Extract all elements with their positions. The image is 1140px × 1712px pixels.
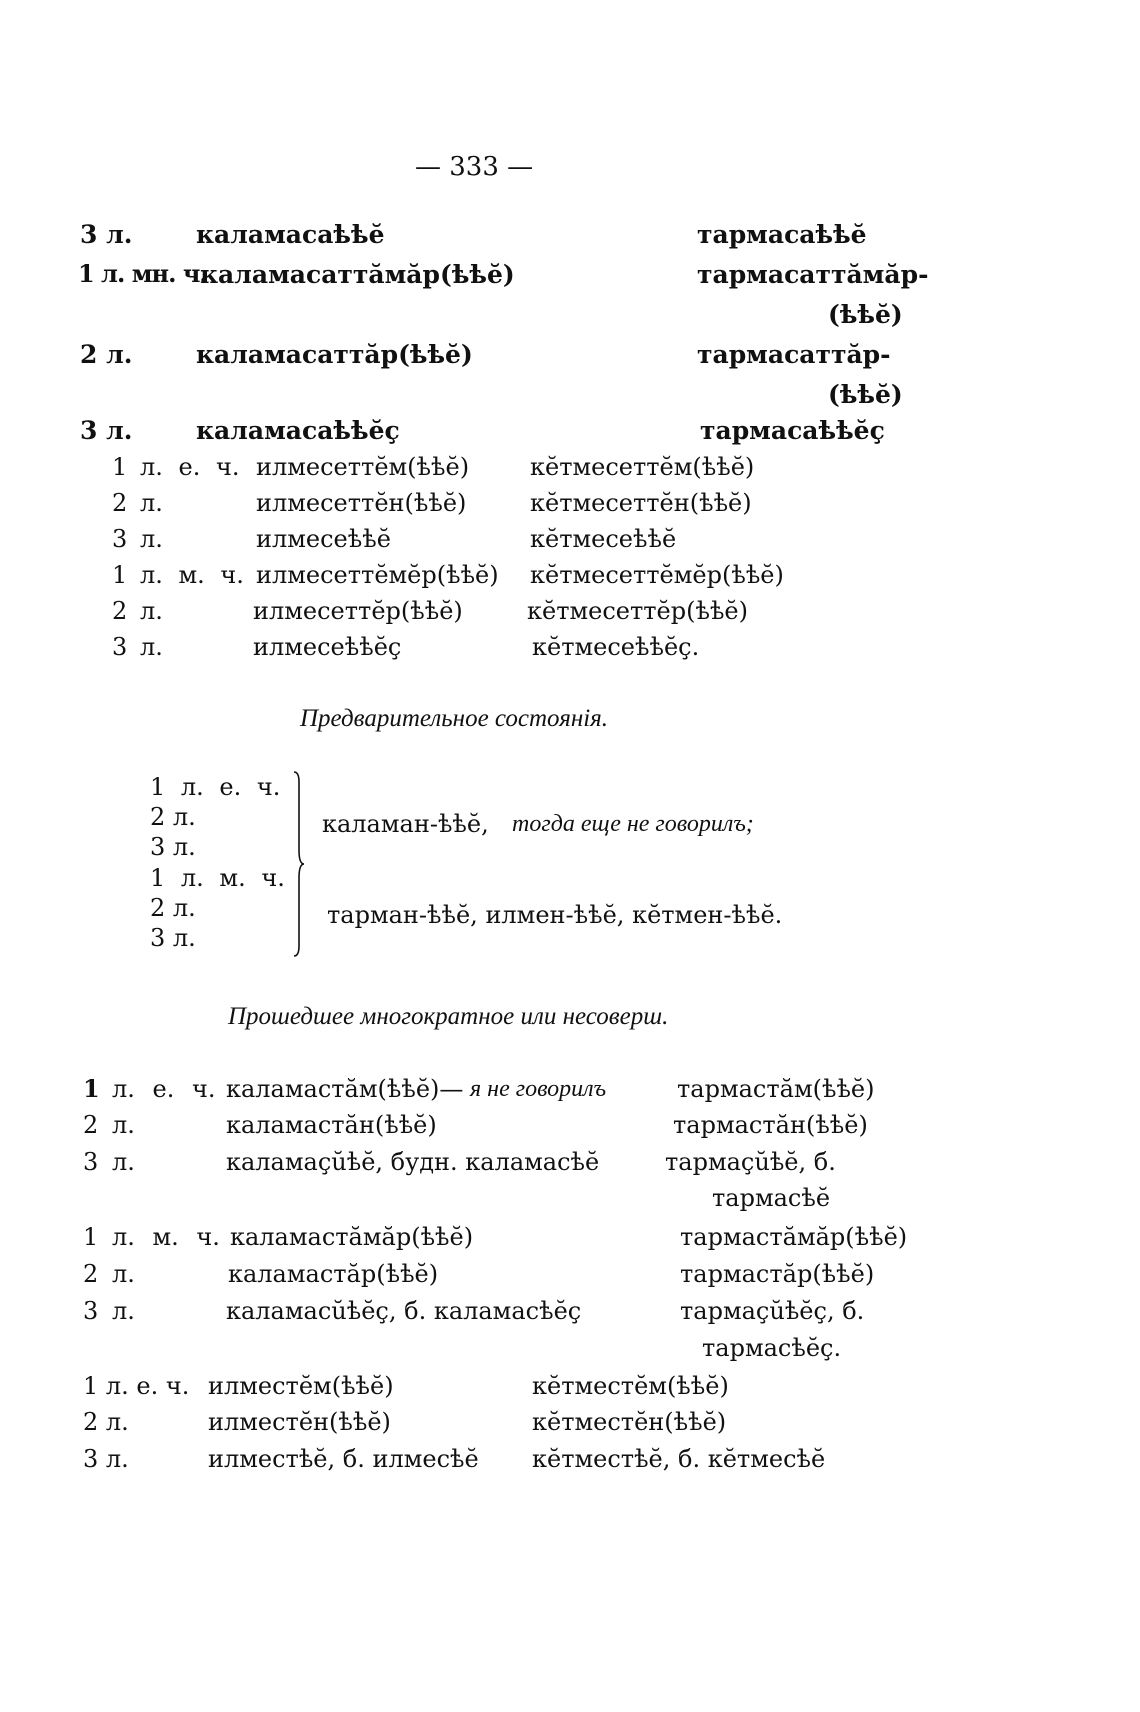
person-label: 2 л. [80,340,133,369]
verb-form-right: тармаçŭѣĕ, б. [665,1148,836,1176]
verb-form-right: тармастăн(ѣѣĕ) [673,1111,868,1139]
person-label: 3 л. [80,220,133,249]
verb-form: каламасаттăр(ѣѣĕ) [196,340,473,369]
person-number: 1 [83,1074,100,1103]
person-label: л. м. ч. [140,561,244,589]
verb-form: илместĕм(ѣѣĕ) [208,1372,394,1400]
verb-form: каламастăм(ѣѣĕ)— [226,1075,464,1103]
person-label: л. [140,633,163,661]
gloss: я не говорилъ [470,1076,607,1102]
person-number: 2 [112,489,128,517]
person-label: л. [112,1297,135,1325]
verb-form: каламасŭѣĕç, б. каламасѣĕç [226,1297,582,1325]
person-label: 1 л. е. ч. [83,1372,190,1400]
verb-form-right: кĕтместĕм(ѣѣĕ) [532,1372,729,1400]
verb-form: илмесеттĕм(ѣѣĕ) [256,453,470,481]
person-label: л. [140,489,163,517]
verb-form: каламасаѣѣĕ [196,220,385,249]
verb-form-right-cont: (ѣѣĕ) [828,300,903,329]
verb-form: каламастăр(ѣѣĕ) [228,1260,439,1288]
verb-form-right: кĕтмесеттĕмĕр(ѣѣĕ) [530,561,784,589]
verb-form-right-cont: (ѣѣĕ) [828,380,903,409]
verb-form-right: тармасаттăмăр- [697,260,929,289]
verb-form: каламастăмăр(ѣѣĕ) [230,1223,474,1251]
verb-form-right: тармаçŭѣĕç, б. [680,1297,865,1325]
verb-form: каламасаѣѣĕç [196,416,400,445]
person-number: 3 [112,525,128,553]
person-label: л. [112,1260,135,1288]
verb-form-right: тармасаѣѣĕ [697,220,867,249]
person-number: 2 [83,1260,99,1288]
person-number: 1 [112,561,128,589]
verb-form: илмесеттĕн(ѣѣĕ) [256,489,467,517]
verb-form-right: тармасаттăр- [697,340,891,369]
verb-form: илмесеѣѣĕç [253,633,402,661]
person-label: 2 л. [83,1408,129,1436]
person-label: л. [112,1148,135,1176]
curly-brace-icon [292,770,306,958]
verb-form-right: тармастăр(ѣѣĕ) [680,1260,875,1288]
person-number: 3 [83,1297,99,1325]
person-label: 3 л. [150,924,196,952]
person-label: 1 л. мн. ч. [78,259,207,288]
person-label: 3 л. [83,1445,129,1473]
verb-form-right: кĕтмесеѣѣĕ [530,525,677,553]
person-label: 2 л. [150,894,196,922]
verb-form-right-cont: тармасѣĕ [712,1184,831,1212]
gloss: тогда еще не говорилъ; [512,811,754,837]
verb-form: каламаçŭѣĕ, будн. каламасѣĕ [226,1148,600,1176]
verb-form-right: кĕтмесеттĕн(ѣѣĕ) [530,489,752,517]
verb-form-right: кĕтмесеѣѣĕç. [532,633,700,661]
verb-form-right: кĕтместĕн(ѣѣĕ) [532,1408,727,1436]
person-label: л. [140,525,163,553]
verb-form-right: кĕтмесеттĕр(ѣѣĕ) [527,597,748,625]
verb-form: тарман-ѣѣĕ, илмен-ѣѣĕ, кĕтмен-ѣѣĕ. [327,901,783,929]
section-heading: Предварительное состоянія. [300,705,609,732]
verb-form-right: тармастăмăр(ѣѣĕ) [680,1223,908,1251]
person-number: 1 [83,1223,99,1251]
verb-form: илместѣĕ, б. илмесѣĕ [208,1445,479,1473]
person-label: 2 л. [150,803,196,831]
person-label: 1 л. м. ч. [150,864,285,892]
person-number: 2 [83,1111,99,1139]
verb-form: илмесеѣѣĕ [256,525,391,553]
person-label: 1 л. е. ч. [150,773,281,801]
verb-form-right: тармасаѣѣĕç [700,416,885,445]
verb-form: илмесеттĕр(ѣѣĕ) [253,597,463,625]
verb-form: каламан-ѣѣĕ, [322,810,489,838]
person-number: 1 [112,453,128,481]
person-label: л. е. ч. [140,453,240,481]
verb-form: каламасаттăмăр(ѣѣĕ) [200,260,515,289]
page-number: — 333 — [415,152,534,182]
section-heading: Прошедшее многократное или несоверш. [228,1003,669,1030]
verb-form-right: тармастăм(ѣѣĕ) [677,1075,875,1103]
verb-form-right: кĕтмесеттĕм(ѣѣĕ) [530,453,755,481]
verb-form-right-cont: тармасѣĕç. [702,1334,842,1362]
person-number: 3 [83,1148,99,1176]
verb-form: илмесеттĕмĕр(ѣѣĕ) [256,561,499,589]
person-label: л. м. ч. [112,1223,220,1251]
person-label: л. е. ч. [112,1075,216,1103]
person-number: 3 [112,633,128,661]
person-label: 3 л. [80,416,133,445]
verb-form-right: кĕтместѣĕ, б. кĕтмесѣĕ [532,1445,826,1473]
person-label: л. [140,597,163,625]
person-label: л. [112,1111,135,1139]
verb-form: каламастăн(ѣѣĕ) [226,1111,437,1139]
person-number: 2 [112,597,128,625]
verb-form: илместĕн(ѣѣĕ) [208,1408,391,1436]
person-label: 3 л. [150,833,196,861]
